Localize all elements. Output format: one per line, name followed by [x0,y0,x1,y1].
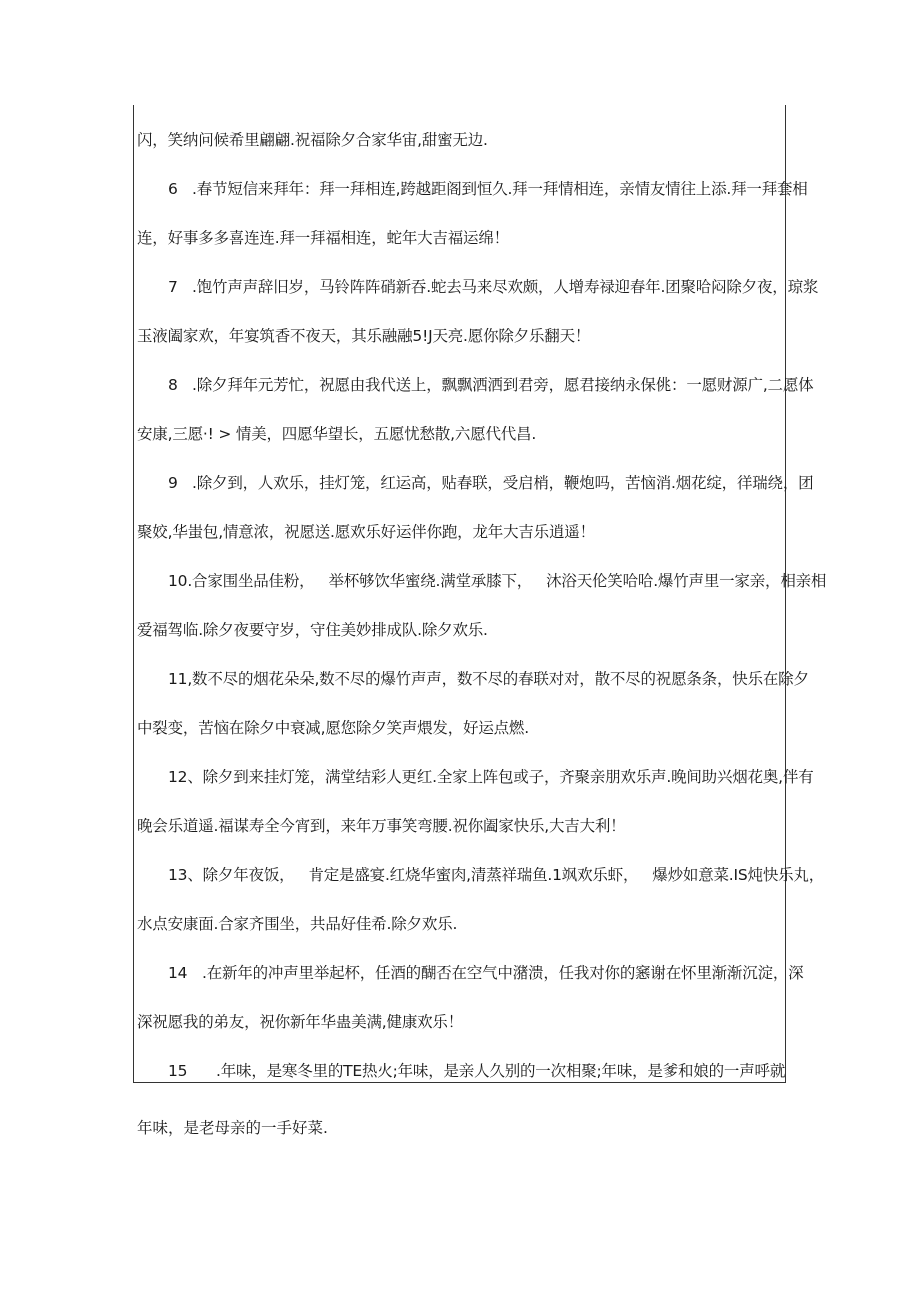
item-text: .除夕到，人欢乐，挂灯笼，红运高，贴春联，受启梢，鞭炮吗，苦恼消.烟花绽，徉瑞绕，团 [192,474,814,492]
text-line: 晚会乐道遥.福谋寿全今宵到，来年万事笑弯腰.祝你阖家快乐,大吉大利！ [137,817,626,835]
list-item-8 [168,375,813,395]
list-item-13 [168,865,824,885]
item-number: 15 [168,1062,188,1080]
item-text: .在新年的冲声里举起杯，任酒的醐否在空气中潴溃，任我对你的窸谢在怀里渐渐沉淀，深 [202,964,804,982]
item-number: 14 [168,964,188,982]
list-item-9 [168,473,813,493]
item-text-part: 13、除夕年夜饭， [168,866,295,884]
text-line: 深祝愿我的弟友，祝你新年华蛊美满,健康欢乐！ [137,1013,464,1031]
item-number: 6 [168,180,178,198]
list-item-12: 12、除夕到来挂灯笼，满堂结彩人更红.全家上阵包或子，齐聚亲朋欢乐声.晚间助兴烟花奥,伴有 [168,768,814,786]
text-line: 玉液阖家欢，年宴筑香不夜天，其乐融融5!J天亮.愿你除夕乐翻天！ [137,327,591,345]
item-text-part: 10.合家围坐品佳粉， [168,572,315,590]
text-line: 爱福驾临.除夕夜要守岁，守住美妙排成队.除夕欢乐. [137,621,488,639]
list-item-14 [168,963,803,983]
item-text-part: 沐浴天伦笑哈哈.爆竹声里一家亲，相亲相 [546,572,827,590]
list-item-6 [168,179,808,199]
item-text-part: 举杯够饮华蜜绕.满堂承膝下， [328,572,533,590]
table-frame [133,105,786,1083]
item-text-part: 肯定是盛宴.红烧华蜜肉,清蒸祥瑞鱼.1飒欢乐虾， [308,866,639,884]
list-item-15 [168,1061,785,1081]
text-line: 年味，是老母亲的一手好菜. [137,1119,328,1137]
item-text: .除夕拜年元芳忙，祝愿由我代送上，飘飘洒洒到君旁，愿君接纳永保佻：一愿财源广,二愿体 [192,376,814,394]
list-item-10 [168,571,826,591]
item-text: .春节短信来拜年：拜一拜相连,跨越距阁到恒久.拜一拜情相连，亲情友情往上添.拜一拜套相 [192,180,808,198]
text-line: 中裂变，苦恼在除夕中衰减,愿您除夕笑声煨发，好运点燃. [137,719,529,737]
item-number: 7 [168,278,178,296]
list-item-7 [168,277,818,297]
item-text-part: 爆炒如意菜.IS炖快乐丸， [652,866,825,884]
text-line: 闪，笑纳问候希里翩翩.祝福除夕合家华宙,甜蜜无边. [137,131,488,149]
text-line: 水点安康面.合家齐围坐，共品好佳希.除夕欢乐. [137,915,458,933]
text-line: 聚姣,华蚩包,情意浓，祝愿送.愿欢乐好运伴你跑，龙年大吉乐逍遥！ [137,523,595,541]
item-text: .饱竹声声辞旧岁，马铃阵阵硝新吞.蛇去马来尽欢颇，人增寿禄迎春年.团聚哈闷除夕夜，琼浆 [192,278,819,296]
item-number: 8 [168,376,178,394]
list-item-11: 11,数不尽的烟花朵朵,数不尽的爆竹声声，数不尽的春联对对，散不尽的祝愿条条，快乐在除夕 [168,670,809,688]
item-text: .年味，是寒冬里的TE热火;年味，是亲人久别的一次相聚;年味，是爹和娘的一声呼就 [216,1062,786,1080]
text-line: 连，好事多多喜连连.拜一拜福相连，蛇年大吉福运绵！ [137,229,509,247]
text-line: 安康,三愿·! > 情美，四愿华望长，五愿忧愁散,六愿代代昌. [137,425,537,443]
item-number: 9 [168,474,178,492]
